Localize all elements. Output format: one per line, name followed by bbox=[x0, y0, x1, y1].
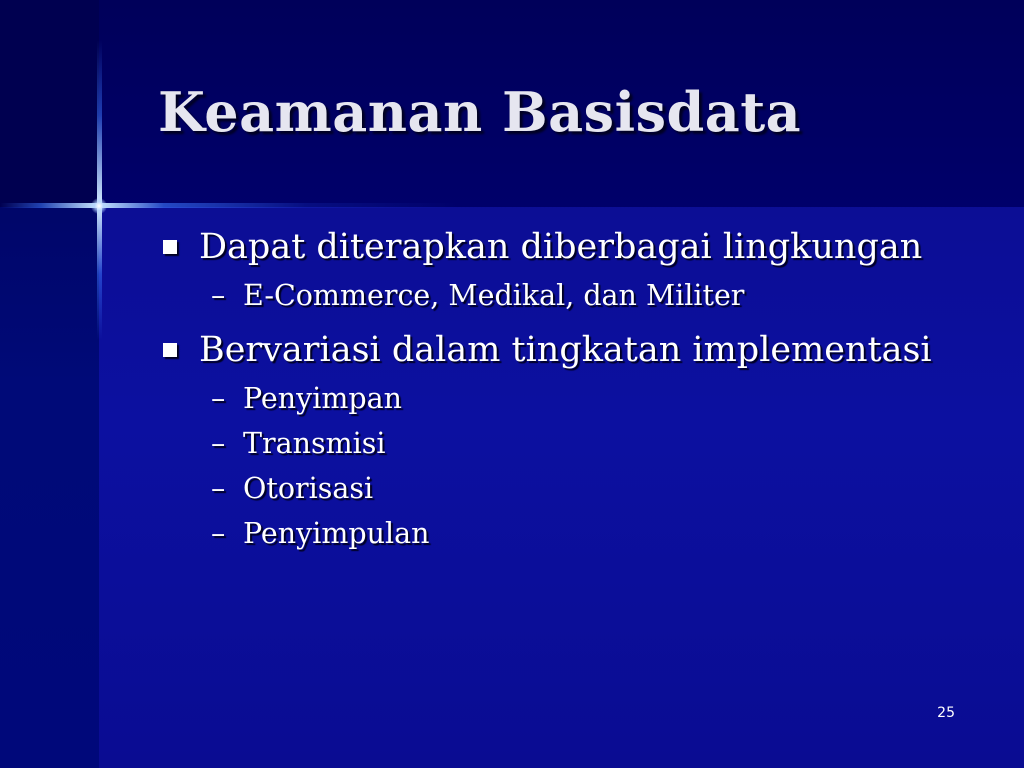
sub-item-text: Penyimpan bbox=[243, 382, 402, 415]
dash-marker: – bbox=[211, 472, 226, 505]
square-bullet-icon bbox=[163, 343, 177, 357]
dash-marker: – bbox=[211, 517, 226, 550]
star-horizontal-ray bbox=[0, 203, 1024, 208]
sparkle-star-icon bbox=[91, 198, 107, 214]
dash-marker: – bbox=[211, 427, 226, 460]
sub-item-text: Penyimpulan bbox=[243, 517, 430, 550]
slide-body bbox=[160, 225, 1000, 566]
sub-item-text: E-Commerce, Medikal, dan Militer bbox=[243, 279, 745, 312]
slide-title: Keamanan Basisdata bbox=[158, 80, 802, 144]
bullet-item bbox=[160, 328, 1000, 372]
bullet-text: Bervariasi dalam tingkatan implementasi bbox=[199, 330, 932, 370]
sub-item-text: Otorisasi bbox=[243, 472, 374, 505]
sub-item bbox=[211, 376, 1000, 421]
page-number: 25 bbox=[937, 705, 955, 721]
sub-item-text: Transmisi bbox=[243, 427, 386, 460]
bullet-item bbox=[160, 225, 1000, 269]
bullet-text: Dapat diterapkan diberbagai lingkungan bbox=[199, 227, 923, 267]
star-vertical-ray bbox=[97, 40, 102, 340]
sub-item bbox=[211, 511, 1000, 556]
sub-item bbox=[211, 273, 1000, 318]
sub-list bbox=[160, 376, 1000, 556]
dash-marker: – bbox=[211, 279, 226, 312]
sub-item bbox=[211, 421, 1000, 466]
sub-item bbox=[211, 466, 1000, 511]
square-bullet-icon bbox=[163, 240, 177, 254]
title-band-corner bbox=[0, 0, 99, 207]
dash-marker: – bbox=[211, 382, 226, 415]
sub-list bbox=[160, 273, 1000, 318]
